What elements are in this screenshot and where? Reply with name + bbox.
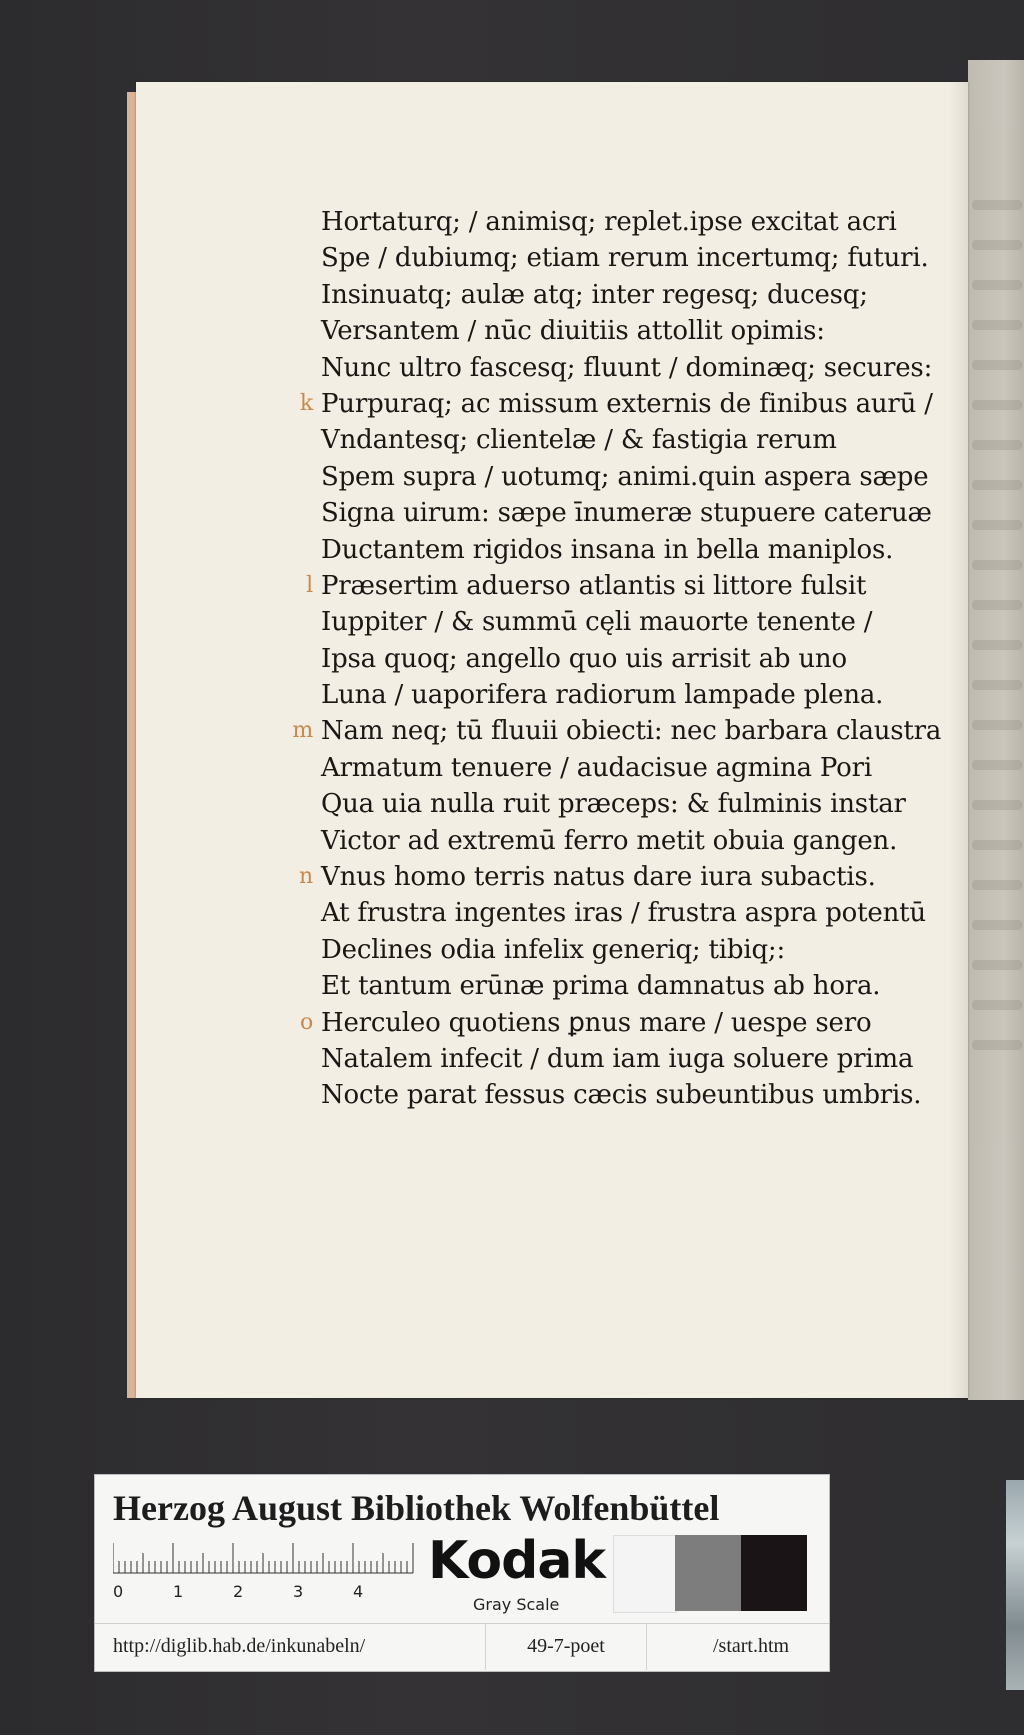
- verse-line: [321, 786, 941, 822]
- verse-line: [321, 750, 941, 786]
- verse-text: Ipsa quoq; angello quo uis arrisit ab uno: [321, 643, 847, 674]
- verse-text: Iuppiter / & summū cęli mauorte tenente /: [321, 607, 873, 638]
- url-row: [95, 1623, 829, 1670]
- verse-line: [299, 1005, 941, 1041]
- rubric-guide-letter: o: [299, 1009, 313, 1035]
- verse-text: Vndantesq; clientelæ / & fastigia rerum: [321, 425, 837, 456]
- ruler-number: 4: [353, 1582, 364, 1601]
- page-gutter-shadow: [948, 82, 968, 1398]
- verse-text: Spe / dubiumq; etiam rerum incertumq; futuri.: [321, 243, 929, 274]
- verse-text: Ductantem rigidos insana in bella maniplos.: [321, 534, 894, 565]
- gray-scale-label: Gray Scale: [473, 1595, 560, 1614]
- verse-line: [321, 204, 941, 240]
- measurement-ruler: [113, 1539, 418, 1601]
- verse-line: [292, 713, 942, 749]
- verse-line: [306, 568, 941, 604]
- verse-text: Qua uia nulla ruit præceps: & fulminis instar: [321, 789, 906, 820]
- verse-text: Et tantum erūnæ prima damnatus ab hora.: [321, 971, 881, 1002]
- verse-text: Insinuatq; aulæ atq; inter regesq; ducesq;: [321, 279, 868, 310]
- verse-text: Nam neq; tū fluuii obiecti: nec barbara claustra: [321, 716, 942, 747]
- verse-line: [321, 240, 941, 276]
- verse-text: Declines odia infelix generiq; tibiq;:: [321, 934, 786, 965]
- url-suffix: /start.htm: [713, 1635, 790, 1657]
- scanner-edge-strip: [1006, 1480, 1024, 1690]
- verse-text: Herculeo quotiens ꝑnus mare / uespe sero: [321, 1007, 872, 1038]
- verse-text: Præsertim aduerso atlantis si littore fulsit: [321, 570, 867, 601]
- verse-text: Vnus homo terris natus dare iura subactis.: [321, 862, 876, 893]
- verse-line: [321, 604, 941, 640]
- verse-line: [321, 422, 941, 458]
- gray-patch-mid: [675, 1535, 741, 1611]
- rubric-guide-letter: n: [299, 864, 313, 890]
- rubric-guide-letter: k: [299, 390, 313, 416]
- verse-text: At frustra ingentes iras / frustra aspra potentū: [321, 898, 926, 929]
- verse-line: [321, 968, 941, 1004]
- verse-text: Victor ad extremū ferro metit obuia gangen.: [321, 825, 898, 856]
- shelfmark: 49-7-poet: [485, 1624, 647, 1670]
- verse-line: [321, 350, 941, 386]
- facing-page: [968, 60, 1024, 1400]
- ruler-number: 1: [173, 1582, 184, 1601]
- verse-line: [321, 532, 941, 568]
- verse-line: [321, 895, 941, 931]
- verse-text: Signa uirum: sæpe īnumeræ stupuere cateruæ: [321, 498, 932, 529]
- verse-text: Versantem / nūc diuitiis attollit opimis:: [321, 316, 825, 347]
- verse-line: [321, 277, 941, 313]
- verse-line: [321, 1041, 941, 1077]
- verse-line: [321, 932, 941, 968]
- ruler-number: 0: [113, 1582, 124, 1601]
- verse-text: Purpuraq; ac missum externis de finibus aurū /: [321, 388, 933, 419]
- url-base: http://diglib.hab.de/inkunabeln/: [113, 1635, 366, 1657]
- verse-line: [299, 386, 941, 422]
- verse-text: Natalem infecit / dum iam iuga soluere prima: [321, 1043, 914, 1074]
- verse-text: Armatum tenuere / audacisue agmina Pori: [321, 752, 872, 783]
- ruler-number: 2: [233, 1582, 244, 1601]
- verse-text: Hortaturq; / animisq; replet.ipse excitat acri: [321, 207, 897, 237]
- verse-text: Luna / uaporifera radiorum lampade plena.: [321, 680, 884, 711]
- verse-text: Spem supra / uotumq; animi.quin aspera sæpe: [321, 461, 929, 492]
- verse-line: [299, 859, 941, 895]
- rubric-guide-letter: m: [292, 718, 313, 744]
- verse-text-block: [292, 204, 942, 1114]
- verse-line: [321, 823, 941, 859]
- ruler-number: 3: [293, 1582, 304, 1601]
- kodak-logo: Kodak: [428, 1531, 605, 1591]
- verse-line: [321, 459, 941, 495]
- gray-patch-black: [741, 1535, 807, 1611]
- verse-line: [321, 677, 941, 713]
- verse-line: [321, 641, 941, 677]
- gray-patch-white: [613, 1535, 677, 1613]
- verse-line: [321, 1077, 941, 1113]
- library-title: Herzog August Bibliothek Wolfenbüttel: [113, 1488, 720, 1528]
- verse-line: [321, 495, 941, 531]
- verse-text: Nunc ultro fascesq; fluunt / dominæq; secures:: [321, 352, 933, 383]
- rubric-guide-letter: l: [306, 572, 313, 598]
- verse-line: [321, 313, 941, 349]
- book-page: [136, 82, 968, 1398]
- verse-text: Nocte parat fessus cæcis subeuntibus umbris.: [321, 1080, 922, 1111]
- library-color-card: [94, 1474, 830, 1672]
